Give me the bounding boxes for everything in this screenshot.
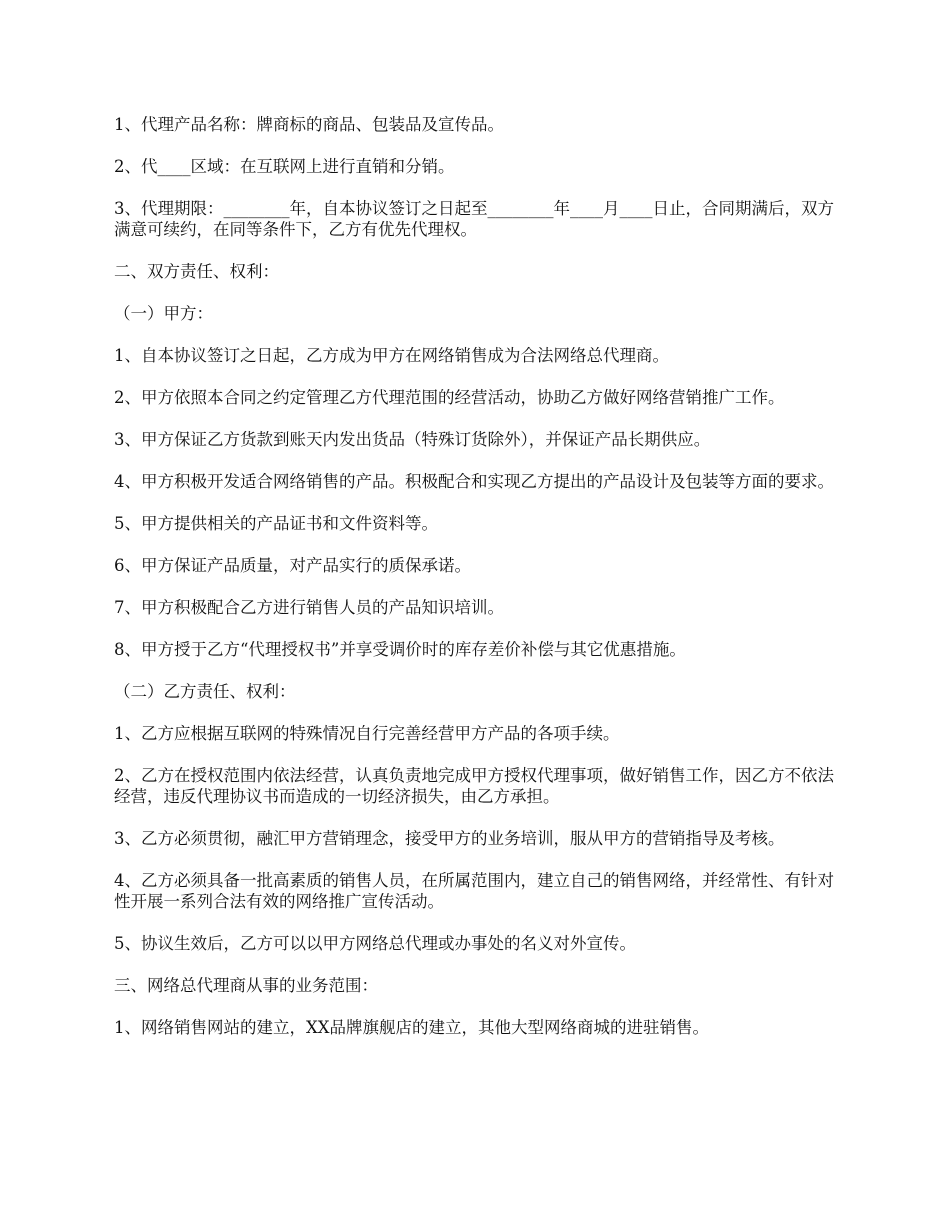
subsection-heading-party-a: （一）甲方： — [114, 304, 213, 323]
party-b-item-5: 5、协议生效后，乙方可以以甲方网络总代理或办事处的名义对外宣传。 — [114, 934, 636, 953]
party-a-item-3: 3、甲方保证乙方货款到账天内发出货品（特殊订货除外），并保证产品长期供应。 — [114, 430, 711, 449]
party-a-item-5: 5、甲方提供相关的产品证书和文件资料等。 — [114, 514, 438, 533]
party-a-item-6: 6、甲方保证产品质量，对产品实行的质保承诺。 — [114, 556, 471, 575]
business-scope-item-1: 1、网络销售网站的建立，XX品牌旗舰店的建立，其他大型网络商城的进驻销售。 — [114, 1018, 709, 1037]
party-a-item-7: 7、甲方积极配合乙方进行销售人员的产品知识培训。 — [114, 598, 504, 617]
party-a-item-1: 1、自本协议签订之日起，乙方成为甲方在网络销售成为合法网络总代理商。 — [114, 346, 669, 365]
party-b-item-3: 3、乙方必须贯彻，融汇甲方营销理念，接受甲方的业务培训，服从甲方的营销指导及考核。 — [114, 829, 785, 848]
subsection-heading-party-b: （二）乙方责任、权利： — [114, 682, 296, 701]
party-a-item-4: 4、甲方积极开发适合网络销售的产品。积极配合和实现乙方提出的产品设计及包装等方面的要求。 — [114, 472, 834, 491]
section-heading-2: 二、双方责任、权利： — [114, 262, 279, 281]
party-a-item-8: 8、甲方授于乙方“代理授权书”并享受调价时的库存差价补偿与其它优惠措施。 — [114, 640, 686, 659]
document-body — [114, 114, 834, 1059]
party-b-item-1: 1、乙方应根据互联网的特殊情况自行完善经营甲方产品的各项手续。 — [114, 724, 620, 743]
paragraph-3: 3、代理期限：________年，自本协议签订之日起至________年____月____日止，合同期满后，双方满意可续约，在同等条件下，乙方有优先代理权。 — [114, 199, 834, 239]
party-b-item-4: 4、乙方必须具备一批高素质的销售人员，在所属范围内，建立自己的销售网络，并经常性、有针对性开展一系列合法有效的网络推广宣传活动。 — [114, 871, 834, 911]
paragraph-2: 2、代____区域：在互联网上进行直销和分销。 — [114, 157, 455, 176]
party-b-item-2: 2、乙方在授权范围内依法经营，认真负责地完成甲方授权代理事项，做好销售工作，因乙方不依法经营，违反代理协议书而造成的一切经济损失，由乙方承担。 — [114, 766, 834, 806]
paragraph-1: 1、代理产品名称：牌商标的商品、包装品及宣传品。 — [114, 115, 504, 134]
section-heading-3: 三、网络总代理商从事的业务范围： — [114, 976, 378, 995]
party-a-item-2: 2、甲方依照本合同之约定管理乙方代理范围的经营活动，协助乙方做好网络营销推广工作。 — [114, 388, 785, 407]
